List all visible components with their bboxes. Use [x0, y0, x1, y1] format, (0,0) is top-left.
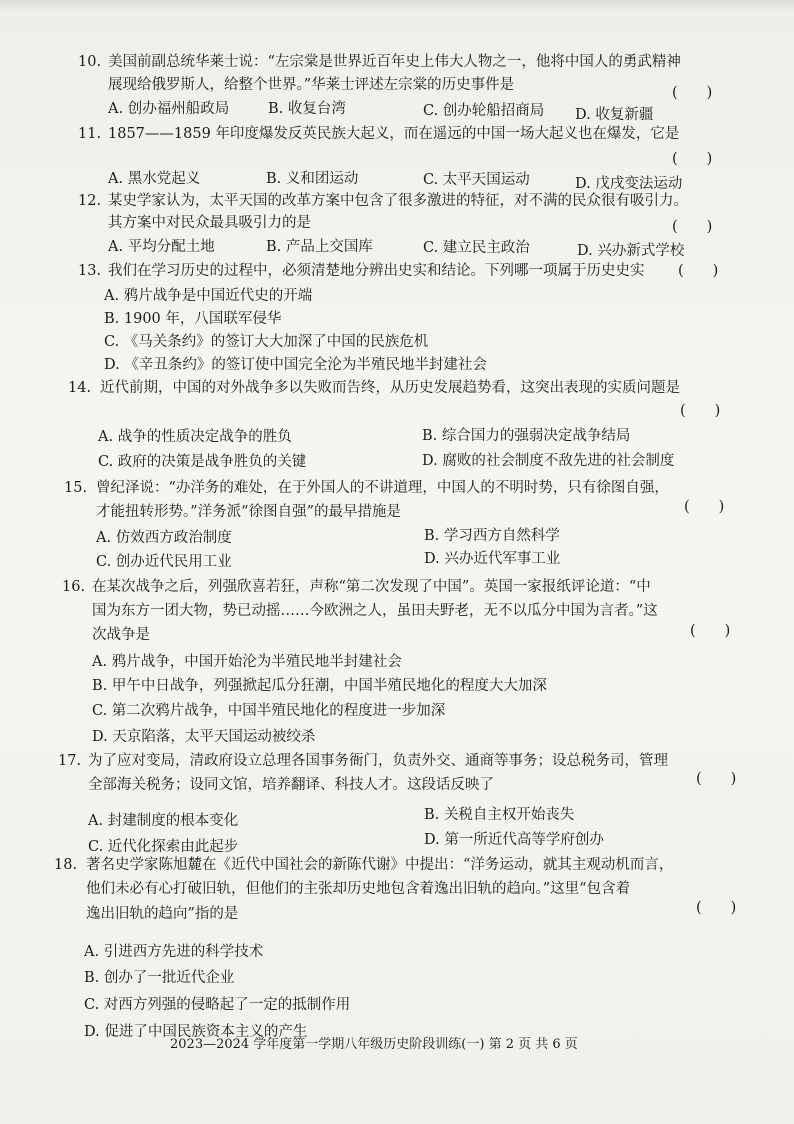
- option-d: D. 兴办近代军事工业: [424, 551, 561, 567]
- option-a: A. 鸦片战争，中国开始沦为半殖民地半封建社会: [92, 654, 402, 670]
- option-a: A. 创办福州船政局: [108, 101, 230, 117]
- option-b: B. 1900 年，八国联军侵华: [104, 311, 282, 327]
- question-text: 全部海关税务；设同文馆，培养翻译、科技人才。这段话反映了: [88, 777, 494, 793]
- page-footer: 2023—2024 学年度第一学期八年级历史阶段训练(一) 第 2 页 共 6 页: [170, 1037, 578, 1052]
- option-d: D. 腐败的社会制度不敌先进的社会制度: [422, 453, 675, 469]
- option-b: B. 综合国力的强弱决定战争结局: [422, 428, 631, 444]
- option-b: B. 关税自主权开始丧失: [424, 807, 575, 823]
- option-a: A. 黑水党起义: [108, 171, 201, 187]
- question-text: 展现给俄罗斯人，给整个世界。”华莱士评述左宗棠的历史事件是: [108, 77, 515, 93]
- option-d: D. 《辛丑条约》的签订使中国完全沦为半殖民地半封建社会: [104, 357, 487, 373]
- question-number: 13.: [78, 263, 102, 279]
- question-text: 曾纪泽说：“办洋务的难处，在于外国人的不讲道理，中国人的不明时势，只有徐图自强，: [96, 480, 669, 496]
- question-text: 次战争是: [92, 627, 150, 643]
- question-text: 近代前期，中国的对外战争多以失败而告终，从历史发展趋势看，这突出表现的实质问题是: [100, 380, 680, 396]
- option-d: D. 收复新疆: [575, 107, 654, 123]
- question-number: 10.: [78, 54, 102, 70]
- option-c: C. 第二次鸦片战争，中国半殖民地化的程度进一步加深: [92, 703, 446, 719]
- option-a: A. 仿效西方政治制度: [96, 530, 232, 546]
- question-number: 14.: [68, 380, 92, 396]
- option-d: D. 天京陷落，太平天国运动被绞杀: [92, 729, 316, 745]
- question-text: 他们未必有心打破旧轨，但他们的主张却历史地包含着逸出旧轨的趋向。”这里“包含着: [86, 881, 631, 897]
- question-text: 在某次战争之后，列强欣喜若狂，声称“第二次发现了中国”。英国一家报纸评论道：“中: [92, 579, 651, 595]
- option-d: D. 戊戌变法运动: [575, 176, 683, 192]
- answer-blank: ( ): [678, 263, 719, 279]
- question-text: 才能扭转形势。”洋务派“徐图自强”的最早措施是: [96, 504, 401, 520]
- option-b: B. 收复台湾: [268, 101, 346, 117]
- answer-blank: ( ): [680, 403, 721, 419]
- answer-blank: ( ): [696, 771, 737, 787]
- option-b: B. 学习西方自然科学: [424, 528, 560, 544]
- option-c: C. 政府的决策是战争胜负的关键: [98, 454, 307, 470]
- question-number: 11.: [78, 126, 102, 142]
- option-c: C. 近代化探索由此起步: [88, 839, 239, 855]
- question-text: 1857——1859 年印度爆发反英民族大起义，而在遥远的中国一场大起义也在爆发，它是: [108, 126, 680, 142]
- option-c: C. 《马关条约》的签订大大加深了中国的民族危机: [104, 334, 429, 350]
- answer-blank: ( ): [690, 623, 731, 639]
- option-c: C. 太平天国运动: [423, 172, 530, 188]
- question-text: 著名史学家陈旭麓在《近代中国社会的新陈代谢》中提出：“洋务运动，就其主观动机而言，: [86, 857, 674, 873]
- option-a: A. 引进西方先进的科学技术: [84, 944, 264, 960]
- answer-blank: ( ): [696, 900, 737, 916]
- question-number: 16.: [62, 579, 86, 595]
- question-number: 15.: [64, 480, 88, 496]
- question-text: 美国前副总统华莱士说：“左宗棠是世界近百年史上伟大人物之一，他将中国人的勇武精神: [108, 54, 681, 70]
- answer-blank: ( ): [684, 499, 725, 515]
- option-b: B. 产品上交国库: [266, 239, 373, 255]
- option-d: D. 促进了中国民族资本主义的产生: [84, 1024, 308, 1040]
- answer-blank: ( ): [672, 219, 713, 235]
- option-c: C. 创办近代民用工业: [96, 554, 232, 570]
- question-number: 12.: [78, 193, 102, 209]
- option-b: B. 创办了一批近代企业: [84, 970, 235, 986]
- option-c: C. 建立民主政治: [423, 240, 530, 256]
- option-b: B. 义和团运动: [266, 171, 359, 187]
- option-c: C. 创办轮船招商局: [423, 103, 545, 119]
- option-a: A. 战争的性质决定战争的胜负: [98, 429, 292, 445]
- option-a: A. 鸦片战争是中国近代史的开端: [104, 288, 313, 304]
- scan-shadow: [0, 0, 794, 12]
- question-text: 为了应对变局，清政府设立总理各国事务衙门，负责外交、通商等事务；设总税务司，管理: [88, 753, 668, 769]
- option-a: A. 平均分配土地: [108, 239, 215, 255]
- option-d: D. 兴办新式学校: [577, 243, 685, 259]
- question-text: 我们在学习历史的过程中，必须清楚地分辨出史实和结论。下列哪一项属于历史史实: [108, 263, 645, 279]
- answer-blank: ( ): [672, 85, 713, 101]
- question-text: 国为东方一团大物，势已动摇……今欧洲之人，虽田夫野老，无不以瓜分中国为言者。”这: [92, 603, 658, 619]
- question-number: 17.: [58, 753, 82, 769]
- question-text: 逸出旧轨的趋向”指的是: [86, 906, 239, 922]
- answer-blank: ( ): [672, 151, 713, 167]
- question-text: 某史学家认为，太平天国的改革方案中包含了很多激进的特征，对不满的民众很有吸引力。: [108, 193, 688, 209]
- option-b: B. 甲午中日战争，列强掀起瓜分狂潮，中国半殖民地化的程度大大加深: [92, 678, 547, 694]
- option-c: C. 对西方列强的侵略起了一定的抵制作用: [84, 997, 351, 1013]
- question-text: 其方案中对民众最具吸引力的是: [108, 215, 311, 231]
- question-number: 18.: [54, 857, 78, 873]
- option-a: A. 封建制度的根本变化: [88, 813, 239, 829]
- option-d: D. 第一所近代高等学府创办: [424, 832, 604, 848]
